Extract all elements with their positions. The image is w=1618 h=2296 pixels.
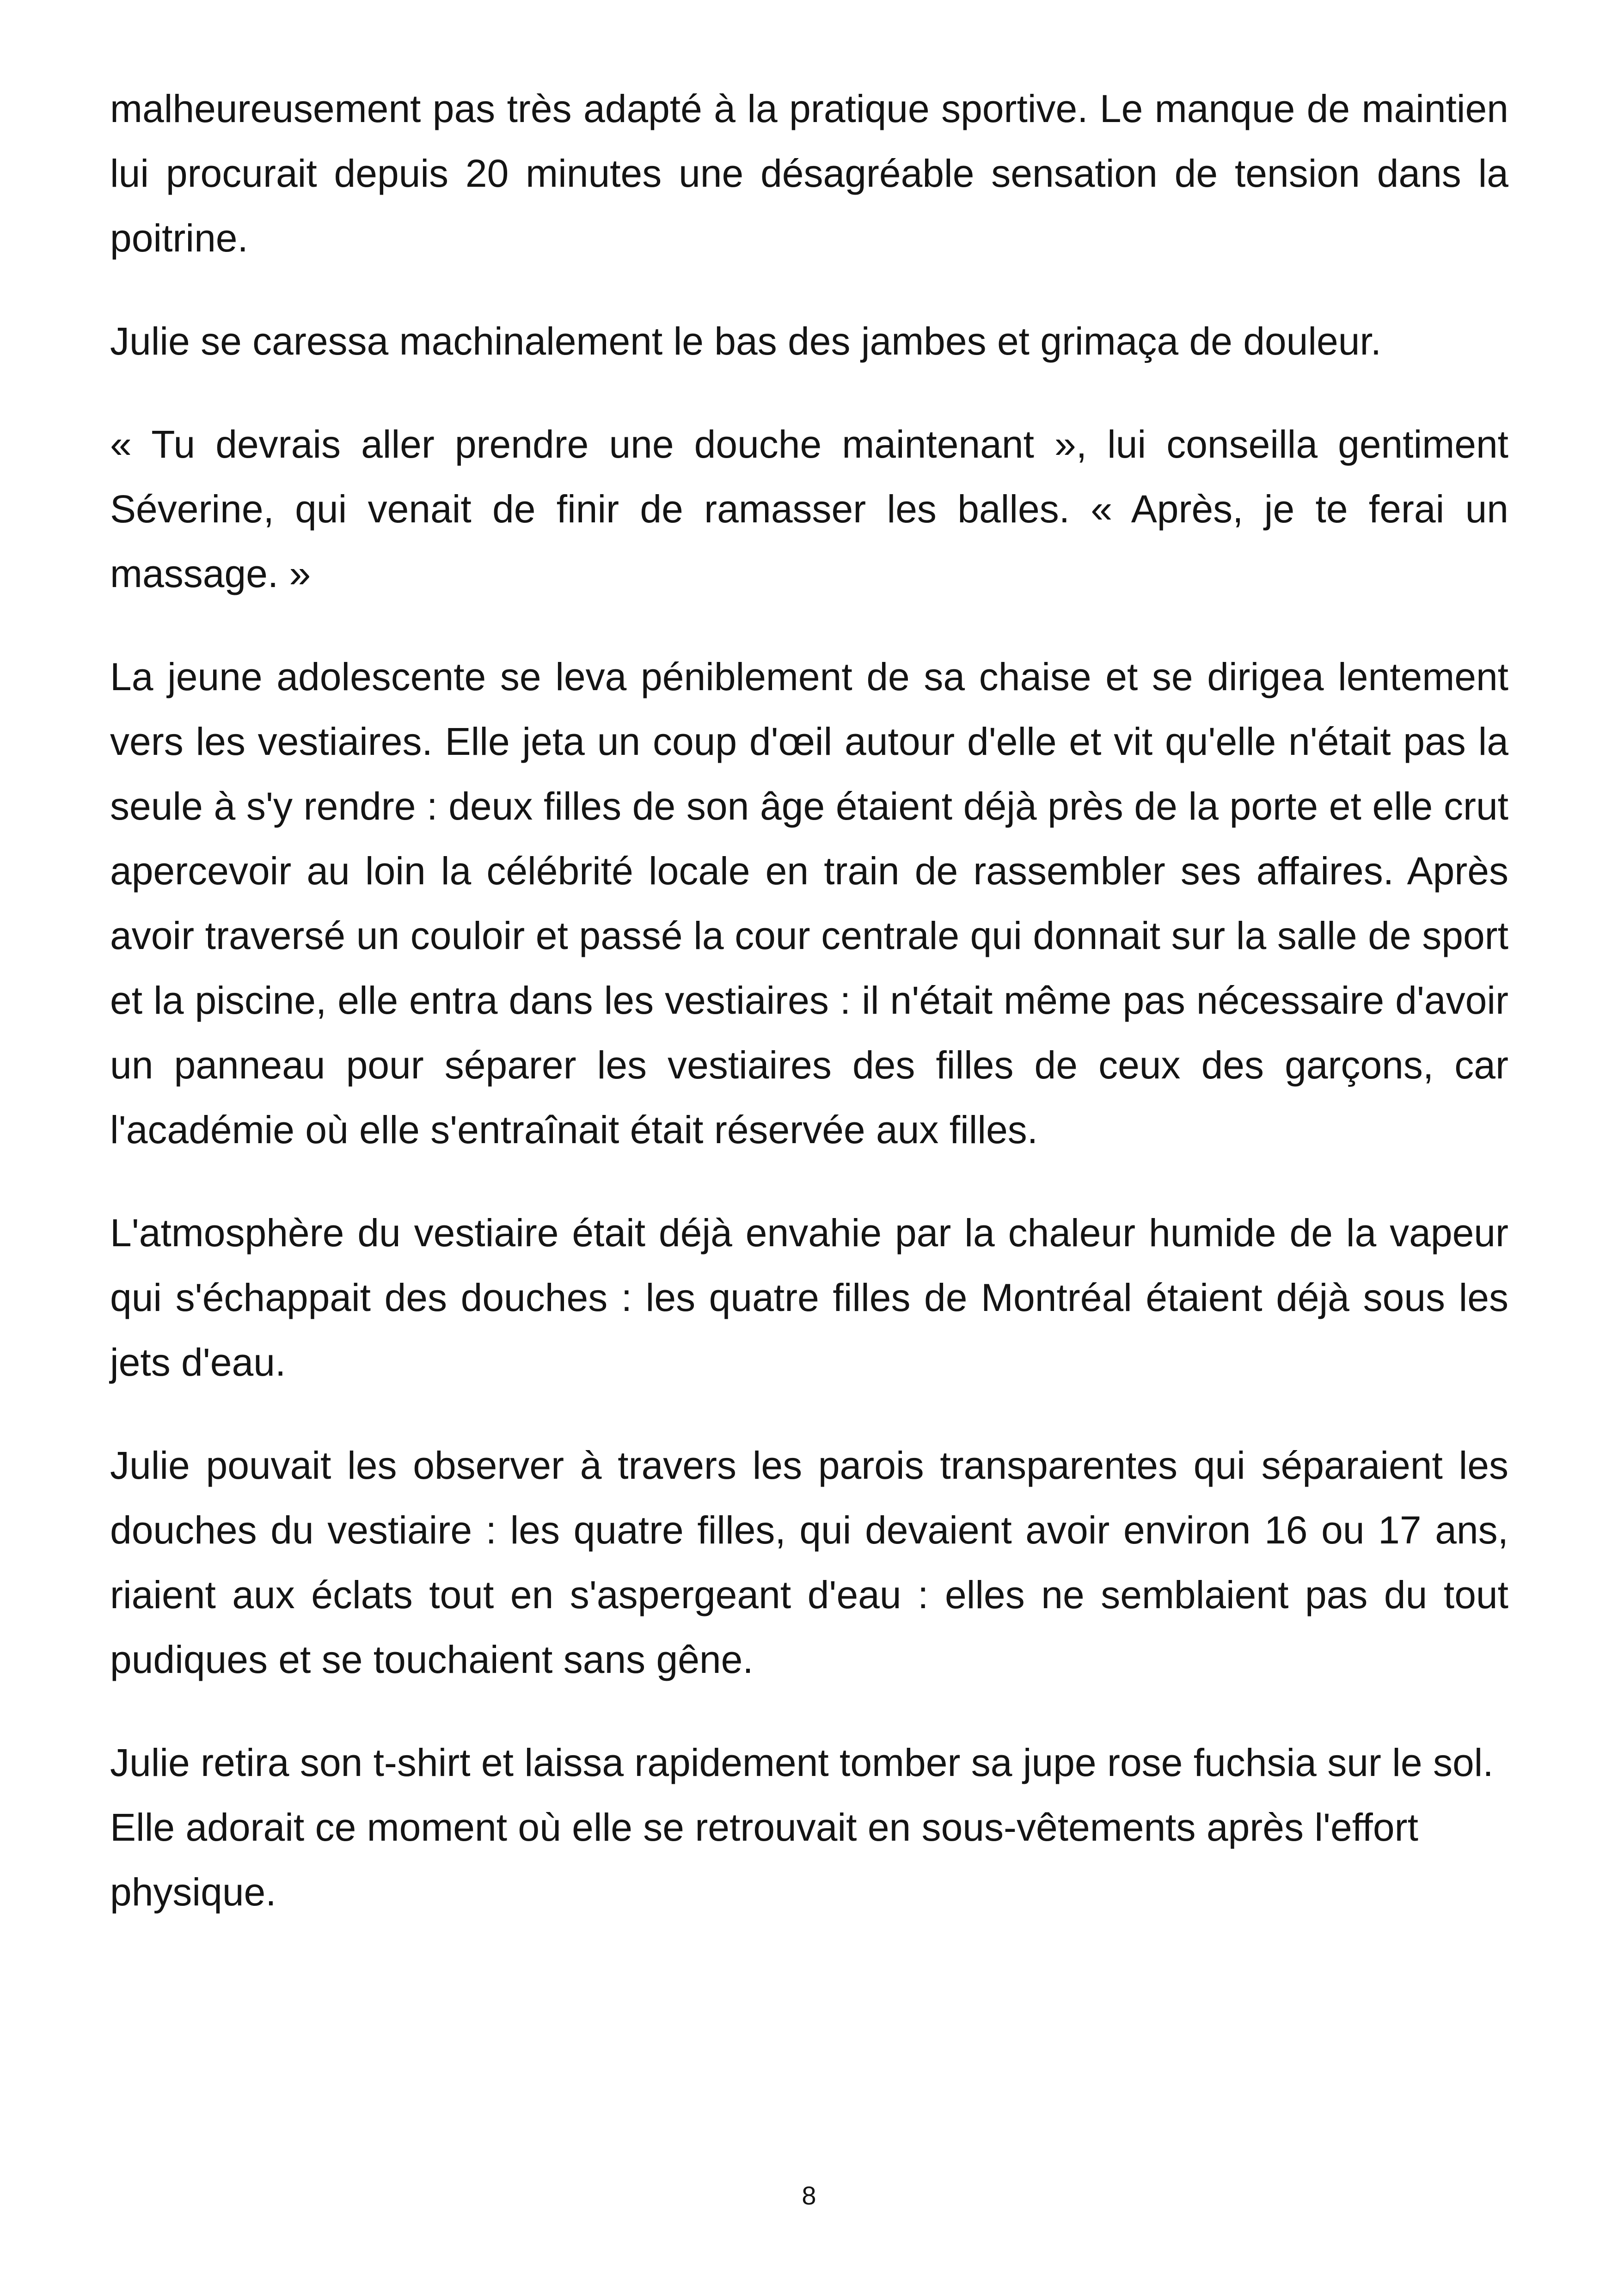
paragraph: Julie pouvait les observer à travers les parois transparentes qui séparaient les douches du vestiaire : les quatre filles, qui devaient avoir environ 16 ou 17 ans, riaient aux éclats tout en s'aspergeant d'eau : elles ne semblaient pas du tout pudiques et se touchaient sans gêne. [110,1444,1508,1681]
paragraph: Julie retira son t-shirt et laissa rapidement tomber sa jupe rose fuchsia sur le sol. Elle adorait ce moment où elle se retrouvait en sous-vêtements après l'effort physique. [110,1741,1494,1914]
paragraph: L'atmosphère du vestiaire était déjà envahie par la chaleur humide de la vapeur qui s'échappait des douches : les quatre filles de Montréal étaient déjà sous les jets d'eau. [110,1211,1508,1384]
page-number: 8 [802,2181,816,2210]
body-text [110,76,1508,1963]
paragraph: « Tu devrais aller prendre une douche maintenant », lui conseilla gentiment Séverine, qui venait de finir de ramasser les balles. « Après, je te ferai un massage. » [110,422,1508,595]
paragraph: La jeune adolescente se leva péniblement de sa chaise et se dirigea lentement vers les vestiaires. Elle jeta un coup d'œil autour d'elle et vit qu'elle n'était pas la seule à s'y rendre : deux filles de son âge étaient déjà près de la porte et elle crut apercevoir au loin la célébrité locale en train de rassembler ses affaires. Après avoir traversé un couloir et passé la cour centrale qui donnait sur la salle de sport et la piscine, elle entra dans les vestiaires : il n'était même pas nécessaire d'avoir un panneau pour séparer les vestiaires des filles de ceux des garçons, car l'académie où elle s'entraînait était réservée aux filles. [110,655,1508,1151]
paragraph: malheureusement pas très adapté à la pratique sportive. Le manque de maintien lui procurait depuis 20 minutes une désagréable sensation de tension dans la poitrine. [110,87,1508,260]
paragraph: Julie se caressa machinalement le bas des jambes et grimaça de douleur. [110,319,1382,363]
